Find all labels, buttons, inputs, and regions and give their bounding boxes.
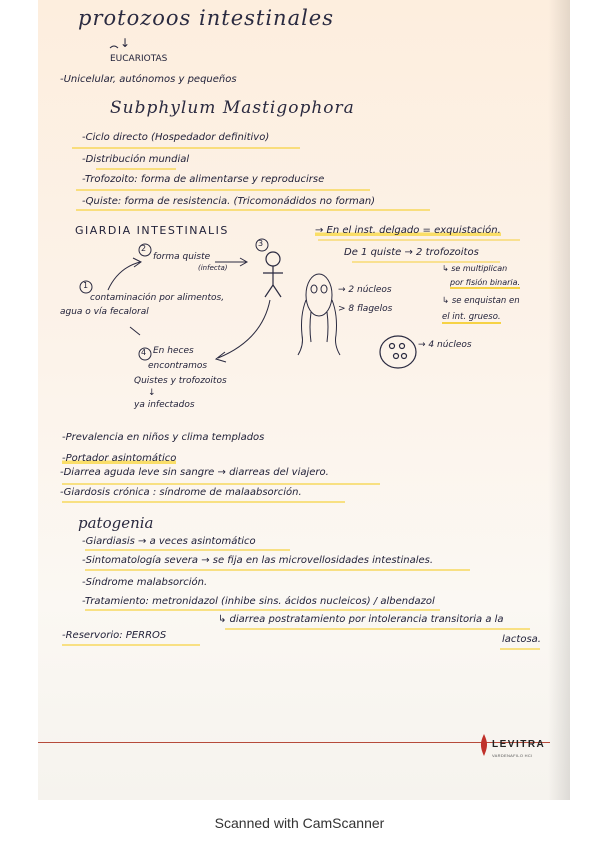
quiste-note: De 1 quiste → 2 trofozoitos [344, 247, 479, 258]
patogenia-item: lactosa. [502, 634, 541, 645]
logo-name: LEVITRA [492, 739, 546, 750]
patogenia-heading: patogenia [78, 514, 154, 532]
cycle-step-1: contaminación por alimentos, [90, 293, 225, 303]
step-number: 3 [258, 239, 264, 248]
encyst-note: ↳ se enquistan en [442, 296, 520, 306]
cycle-step-4: ya infectados [134, 400, 195, 410]
cycle-step-2: forma quiste [153, 252, 211, 262]
cyst-nuclei-note: → 4 núcleos [418, 340, 472, 350]
eucariotas-label: EUCARIOTAS [110, 54, 168, 64]
scan-watermark: Scanned with CamScanner [214, 815, 385, 831]
giardia-heading: GIARDIA INTESTINALIS [75, 224, 229, 237]
bullet-item: -Portador asintomático [62, 453, 177, 464]
subphylum-heading: Subphylum Mastigophora [110, 98, 355, 118]
step-circle [80, 281, 92, 293]
step-number: 2 [141, 244, 147, 253]
patogenia-item: -Reservorio: PERROS [62, 630, 167, 641]
bullet-item: -Giardosis crónica : síndrome de malaabsorción. [60, 487, 302, 498]
cycle-step-4: En heces [153, 346, 194, 356]
multiply-note: ↳ se multiplican [442, 264, 508, 273]
step-number: 4 [141, 348, 147, 357]
logo-subtitle: VARDENAFILO HCl [492, 753, 533, 758]
patogenia-item: -Tratamiento: metronidazol (inhibe sins. ácidos nucleicos) / albendazol [82, 596, 435, 607]
step-circle [256, 239, 268, 251]
multiply-note: por fisión binaria. [450, 278, 521, 287]
cycle-step-2-sub: (infecta) [198, 264, 228, 272]
page-title: protozoos intestinales [78, 6, 335, 30]
cycle-step-4: encontramos [148, 361, 208, 371]
step-number: 1 [83, 281, 89, 290]
patogenia-item: ↳ diarrea postratamiento por intolerancia transitoria a la [218, 614, 504, 625]
trophozoite-icon [298, 274, 340, 355]
nuclei-note: → 2 núcleos [338, 285, 392, 295]
cyst-icon [380, 336, 416, 368]
feature-item: -Trofozoito: forma de alimentarse y reproducirse [82, 174, 325, 185]
patogenia-item: -Síndrome malabsorción. [82, 577, 208, 588]
cycle-step-4: Quistes y trofozoitos [134, 376, 227, 386]
step-circle [139, 244, 151, 256]
bullet-item: -Diarrea aguda leve sin sangre → diarreas del viajero. [60, 467, 329, 478]
bullet-item: -Prevalencia en niños y clima templados [62, 432, 265, 443]
levitra-logo-icon [478, 733, 490, 757]
patogenia-item: -Sintomatología severa → se fija en las microvellosidades intestinales. [82, 555, 434, 566]
cycle-step-4-arrow: ↓ [148, 388, 156, 398]
footer-rule [38, 742, 550, 743]
feature-item: -Distribución mundial [82, 154, 190, 165]
feature-item: -Ciclo directo (Hospedador definitivo) [82, 132, 270, 143]
step-circle [139, 348, 151, 360]
description-line: -Unicelular, autónomos y pequeños [60, 74, 237, 85]
encyst-note: el int. grueso. [442, 312, 501, 322]
cycle-arrow [218, 300, 270, 358]
patogenia-item: -Giardiasis → a veces asintomático [82, 536, 256, 547]
person-icon [263, 252, 283, 297]
flagella-note: > 8 flagelos [338, 304, 393, 314]
title-arrow: ↓ [120, 36, 131, 50]
cycle-step-1: agua o vía fecaloral [60, 307, 149, 317]
excystation-note: → En el inst. delgado = exquistación. [315, 225, 501, 236]
feature-item: -Quiste: forma de resistencia. (Tricomonádidos no forman) [82, 196, 376, 207]
